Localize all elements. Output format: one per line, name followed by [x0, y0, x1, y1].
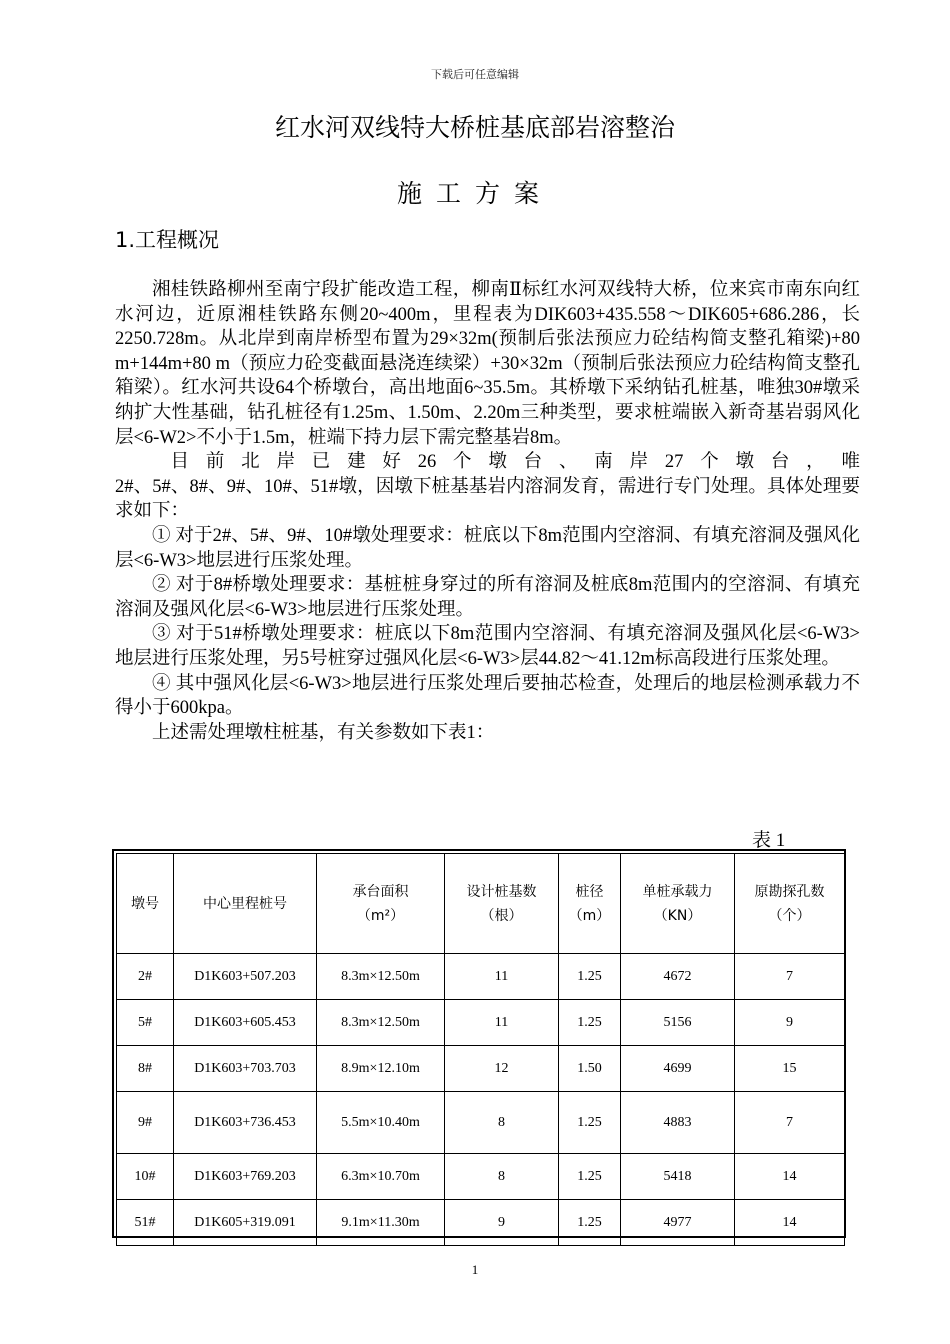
cell-pile-count: 11: [445, 1000, 559, 1046]
cell-borehole-count: 14: [735, 1154, 845, 1200]
table-row: [117, 954, 845, 1000]
cell-chainage: D1K603+736.453: [174, 1092, 317, 1154]
cell-pile-diameter: 1.25: [559, 1092, 621, 1154]
cell-pier: 2#: [117, 954, 174, 1000]
cell-bearing-capacity: 4883: [621, 1092, 735, 1154]
cell-pile-diameter: 1.50: [559, 1046, 621, 1092]
header-chainage: 中心里程桩号: [174, 854, 317, 954]
cell-chainage: D1K603+769.203: [174, 1154, 317, 1200]
header-pile-diameter: 桩径 （m）: [559, 854, 621, 954]
cell-chainage: D1K603+703.703: [174, 1046, 317, 1092]
cell-bearing-capacity: 5156: [621, 1000, 735, 1046]
body-text: [115, 278, 860, 745]
cell-pile-diameter: 1.25: [559, 1200, 621, 1246]
cell-borehole-count: 14: [735, 1200, 845, 1246]
table-row: [117, 1000, 845, 1046]
parameter-table: [116, 853, 845, 1246]
table-row: [117, 1154, 845, 1200]
cell-bearing-capacity: 5418: [621, 1154, 735, 1200]
cell-pile-count: 8: [445, 1092, 559, 1154]
header-pier-no: 墩号: [117, 854, 174, 954]
cell-pile-count: 12: [445, 1046, 559, 1092]
cell-chainage: D1K603+605.453: [174, 1000, 317, 1046]
paragraph-table-intro: 上述需处理墩柱桩基，有关参数如下表1：: [152, 722, 495, 743]
paragraph-status-line1: 目前北岸已建好26个墩台、南岸27个墩台，唯: [170, 452, 860, 473]
header-cap-area: 承台面积 （m²）: [317, 854, 445, 954]
cell-pile-diameter: 1.25: [559, 954, 621, 1000]
cell-pier: 10#: [117, 1154, 174, 1200]
cell-pile-diameter: 1.25: [559, 1154, 621, 1200]
cell-cap-area: 5.5m×10.40m: [317, 1092, 445, 1154]
paragraph-req-4: ④ 其中强风化层<6-W3>地层进行压浆处理后要抽芯检查，处理后的地层检测承载力不得小于600kpa。: [115, 673, 860, 719]
table-row: [117, 1046, 845, 1092]
cell-pile-diameter: 1.25: [559, 1000, 621, 1046]
cell-chainage: D1K603+507.203: [174, 954, 317, 1000]
header-bearing-capacity: 单桩承载力 （KN）: [621, 854, 735, 954]
parameter-table-frame: [112, 849, 846, 1238]
table-header-row: [117, 854, 845, 954]
page-number: 1: [471, 1262, 479, 1277]
cell-bearing-capacity: 4672: [621, 954, 735, 1000]
paragraph-req-2: ② 对于8#桥墩处理要求：基桩桩身穿过的所有溶洞及桩底8m范围内的空溶洞、有填充溶洞及强风化层<6-W3>地层进行压浆处理。: [115, 575, 860, 620]
paragraph-overview: 湘桂铁路柳州至南宁段扩能改造工程，柳南Ⅱ标红水河双线特大桥，位来宾市南东向红水河边，近原湘桂铁路东侧20~400m，里程表为DIK603+435.558～DIK605+686.286，长2250.728m。从北岸到南岸桥型布置为29×32m(预制后张法预应力砼结构简支整孔箱梁)+80 m+144m+80 m（预应力砼变截面悬浇连续梁）+30×32m（预制后张法预应力砼结构简支整孔箱梁）。红水河共设64个桥墩台，高出地面6~35.5m。其桥墩下采纳钻孔桩基，唯独30#墩采纳扩大性基础，钻孔桩径有1.25m、1.50m、2.20m三种类型，要求桩端嵌入新奇基岩弱风化层<6-W2>不小于1.5m，桩端下持力层下需完整基岩8m。: [115, 280, 860, 448]
cell-borehole-count: 7: [735, 954, 845, 1000]
table-caption: 表 1: [752, 830, 786, 851]
document-title: 红水河双线特大桥桩基底部岩溶整治: [274, 113, 675, 142]
cell-cap-area: 6.3m×10.70m: [317, 1154, 445, 1200]
cell-pier: 5#: [117, 1000, 174, 1046]
cell-pier: 8#: [117, 1046, 174, 1092]
cell-cap-area: 8.9m×12.10m: [317, 1046, 445, 1092]
cell-pier: 9#: [117, 1092, 174, 1154]
cell-pile-count: 9: [445, 1200, 559, 1246]
paragraph-req-1: ① 对于2#、5#、9#、10#墩处理要求：桩底以下8m范围内空溶洞、有填充溶洞及强风化层<6-W3>地层进行压浆处理。: [115, 525, 860, 571]
page-header-note: 下载后可任意编辑: [431, 68, 519, 81]
cell-borehole-count: 9: [735, 1000, 845, 1046]
cell-chainage: D1K605+319.091: [174, 1200, 317, 1246]
paragraph-status-line2: 2#、5#、8#、9#、10#、51#墩，因墩下桩基基岩内溶洞发育，需进行专门处理。具体处理要求如下：: [115, 476, 860, 522]
header-borehole-count: 原勘探孔数 （个）: [735, 854, 845, 954]
table-row: [117, 1200, 845, 1246]
section-heading: 1.工程概况: [115, 228, 220, 252]
table-row: [117, 1092, 845, 1154]
header-pile-count: 设计桩基数 （根）: [445, 854, 559, 954]
cell-borehole-count: 7: [735, 1092, 845, 1154]
cell-pier: 51#: [117, 1200, 174, 1246]
cell-bearing-capacity: 4699: [621, 1046, 735, 1092]
cell-pile-count: 8: [445, 1154, 559, 1200]
document-subtitle: 施工方案: [396, 179, 553, 208]
cell-pile-count: 11: [445, 954, 559, 1000]
cell-borehole-count: 15: [735, 1046, 845, 1092]
cell-cap-area: 8.3m×12.50m: [317, 1000, 445, 1046]
paragraph-req-3: ③ 对于51#桥墩处理要求：桩底以下8m范围内空溶洞、有填充溶洞及强风化层<6-W3>地层进行压浆处理，另5号桩穿过强风化层<6-W3>层44.82～41.12m标高段进行压浆处理。: [115, 624, 860, 669]
cell-bearing-capacity: 4977: [621, 1200, 735, 1246]
cell-cap-area: 8.3m×12.50m: [317, 954, 445, 1000]
cell-cap-area: 9.1m×11.30m: [317, 1200, 445, 1246]
